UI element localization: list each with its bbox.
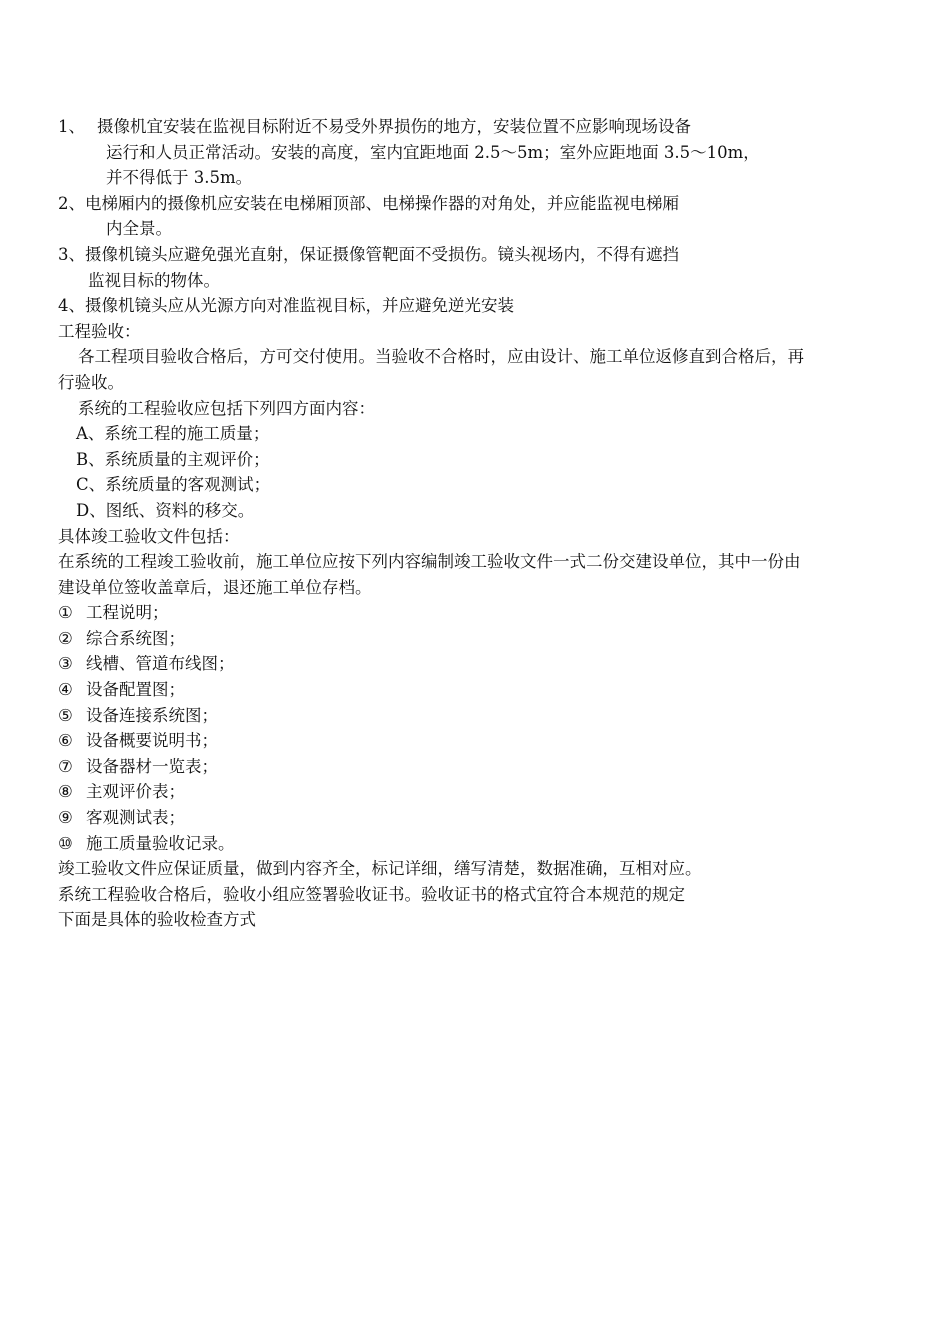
acceptance-paragraph-line: 各工程项目验收合格后，方可交付使用。当验收不合格时，应由设计、施工单位返修直到合格后，再 bbox=[78, 347, 804, 367]
acceptance-scope-item: C、系统质量的客观测试； bbox=[76, 475, 271, 495]
documents-heading: 具体竣工验收文件包括： bbox=[58, 526, 240, 546]
documents-list-item bbox=[58, 677, 924, 703]
list-marker: ⑦ bbox=[58, 756, 73, 776]
list-item-text: 施工质量验收记录。 bbox=[86, 833, 235, 853]
documents-list-item bbox=[58, 728, 924, 754]
documents-list-item bbox=[58, 754, 924, 780]
install-item-number: 3、 bbox=[58, 244, 85, 264]
documents-list-item bbox=[58, 779, 924, 805]
document-body bbox=[58, 114, 924, 933]
list-marker: ④ bbox=[58, 680, 73, 700]
install-item-1 bbox=[58, 114, 924, 191]
list-marker: ② bbox=[58, 628, 73, 648]
documents-list-item bbox=[58, 600, 924, 626]
install-item-number: 2、 bbox=[58, 193, 85, 213]
documents-closing-line: 系统工程验收合格后，验收小组应签署验收证书。验收证书的格式宜符合本规范的规定 bbox=[58, 884, 685, 904]
list-marker: ⑩ bbox=[58, 833, 73, 853]
install-item-continuation: 运行和人员正常活动。安装的高度，室内宜距地面 2.5～5m；室外应距地面 3.5～10m， bbox=[106, 142, 760, 162]
install-item-number: 4、 bbox=[58, 296, 85, 316]
list-item-text: 客观测试表； bbox=[86, 808, 185, 828]
install-item-continuation: 监视目标的物体。 bbox=[88, 270, 220, 290]
list-item-text: 设备连接系统图； bbox=[86, 705, 218, 725]
documents-closing-line: 竣工验收文件应保证质量，做到内容齐全，标记详细，缮写清楚，数据准确，互相对应。 bbox=[58, 859, 702, 879]
list-marker: ⑥ bbox=[58, 731, 73, 751]
list-item-text: 综合系统图； bbox=[86, 628, 185, 648]
acceptance-scope-item: A、系统工程的施工质量； bbox=[76, 424, 270, 444]
list-marker: ⑨ bbox=[58, 808, 73, 828]
install-item-4 bbox=[58, 293, 924, 319]
documents-list bbox=[58, 600, 924, 856]
documents-list-item bbox=[58, 831, 924, 857]
list-marker: ③ bbox=[58, 654, 73, 674]
list-item-text: 主观评价表； bbox=[86, 782, 185, 802]
install-item-2 bbox=[58, 191, 924, 242]
acceptance-heading: 工程验收： bbox=[58, 321, 141, 341]
install-item-text: 摄像机宜安装在监视目标附近不易受外界损伤的地方，安装位置不应影响现场设备 bbox=[97, 117, 691, 136]
install-item-continuation: 并不得低于 3.5m。 bbox=[106, 168, 253, 188]
install-item-number: 1、 bbox=[58, 117, 85, 136]
list-item-text: 设备概要说明书； bbox=[86, 731, 218, 751]
list-marker: ① bbox=[58, 603, 73, 623]
list-item-text: 设备器材一览表； bbox=[86, 756, 218, 776]
acceptance-paragraph-line: 行验收。 bbox=[58, 372, 124, 392]
documents-intro-line: 建设单位签收盖章后，退还施工单位存档。 bbox=[58, 577, 372, 597]
documents-intro-line: 在系统的工程竣工验收前，施工单位应按下列内容编制竣工验收文件一式二份交建设单位，其中一份由 bbox=[58, 552, 801, 572]
acceptance-scope-intro: 系统的工程验收应包括下列四方面内容： bbox=[78, 398, 375, 418]
documents-list-item bbox=[58, 805, 924, 831]
install-item-text: 摄像机镜头应从光源方向对准监视目标，并应避免逆光安装 bbox=[85, 296, 514, 316]
acceptance-scope-item: D、图纸、资料的移交。 bbox=[76, 500, 255, 520]
documents-list-item bbox=[58, 651, 924, 677]
install-item-continuation: 内全景。 bbox=[106, 219, 172, 239]
list-item-text: 工程说明； bbox=[86, 603, 169, 623]
documents-closing-line: 下面是具体的验收检查方式 bbox=[58, 910, 256, 930]
install-item-text: 摄像机镜头应避免强光直射，保证摄像管靶面不受损伤。镜头视场内，不得有遮挡 bbox=[85, 244, 679, 264]
list-item-text: 线槽、管道布线图； bbox=[86, 654, 235, 674]
acceptance-scope-item: B、系统质量的主观评价； bbox=[76, 449, 270, 469]
list-item-text: 设备配置图； bbox=[86, 680, 185, 700]
documents-list-item bbox=[58, 626, 924, 652]
documents-list-item bbox=[58, 703, 924, 729]
list-marker: ⑧ bbox=[58, 782, 73, 802]
install-item-text: 电梯厢内的摄像机应安装在电梯厢顶部、电梯操作器的对角处，并应能监视电梯厢 bbox=[85, 193, 679, 213]
install-item-3 bbox=[58, 242, 924, 293]
list-marker: ⑤ bbox=[58, 705, 73, 725]
